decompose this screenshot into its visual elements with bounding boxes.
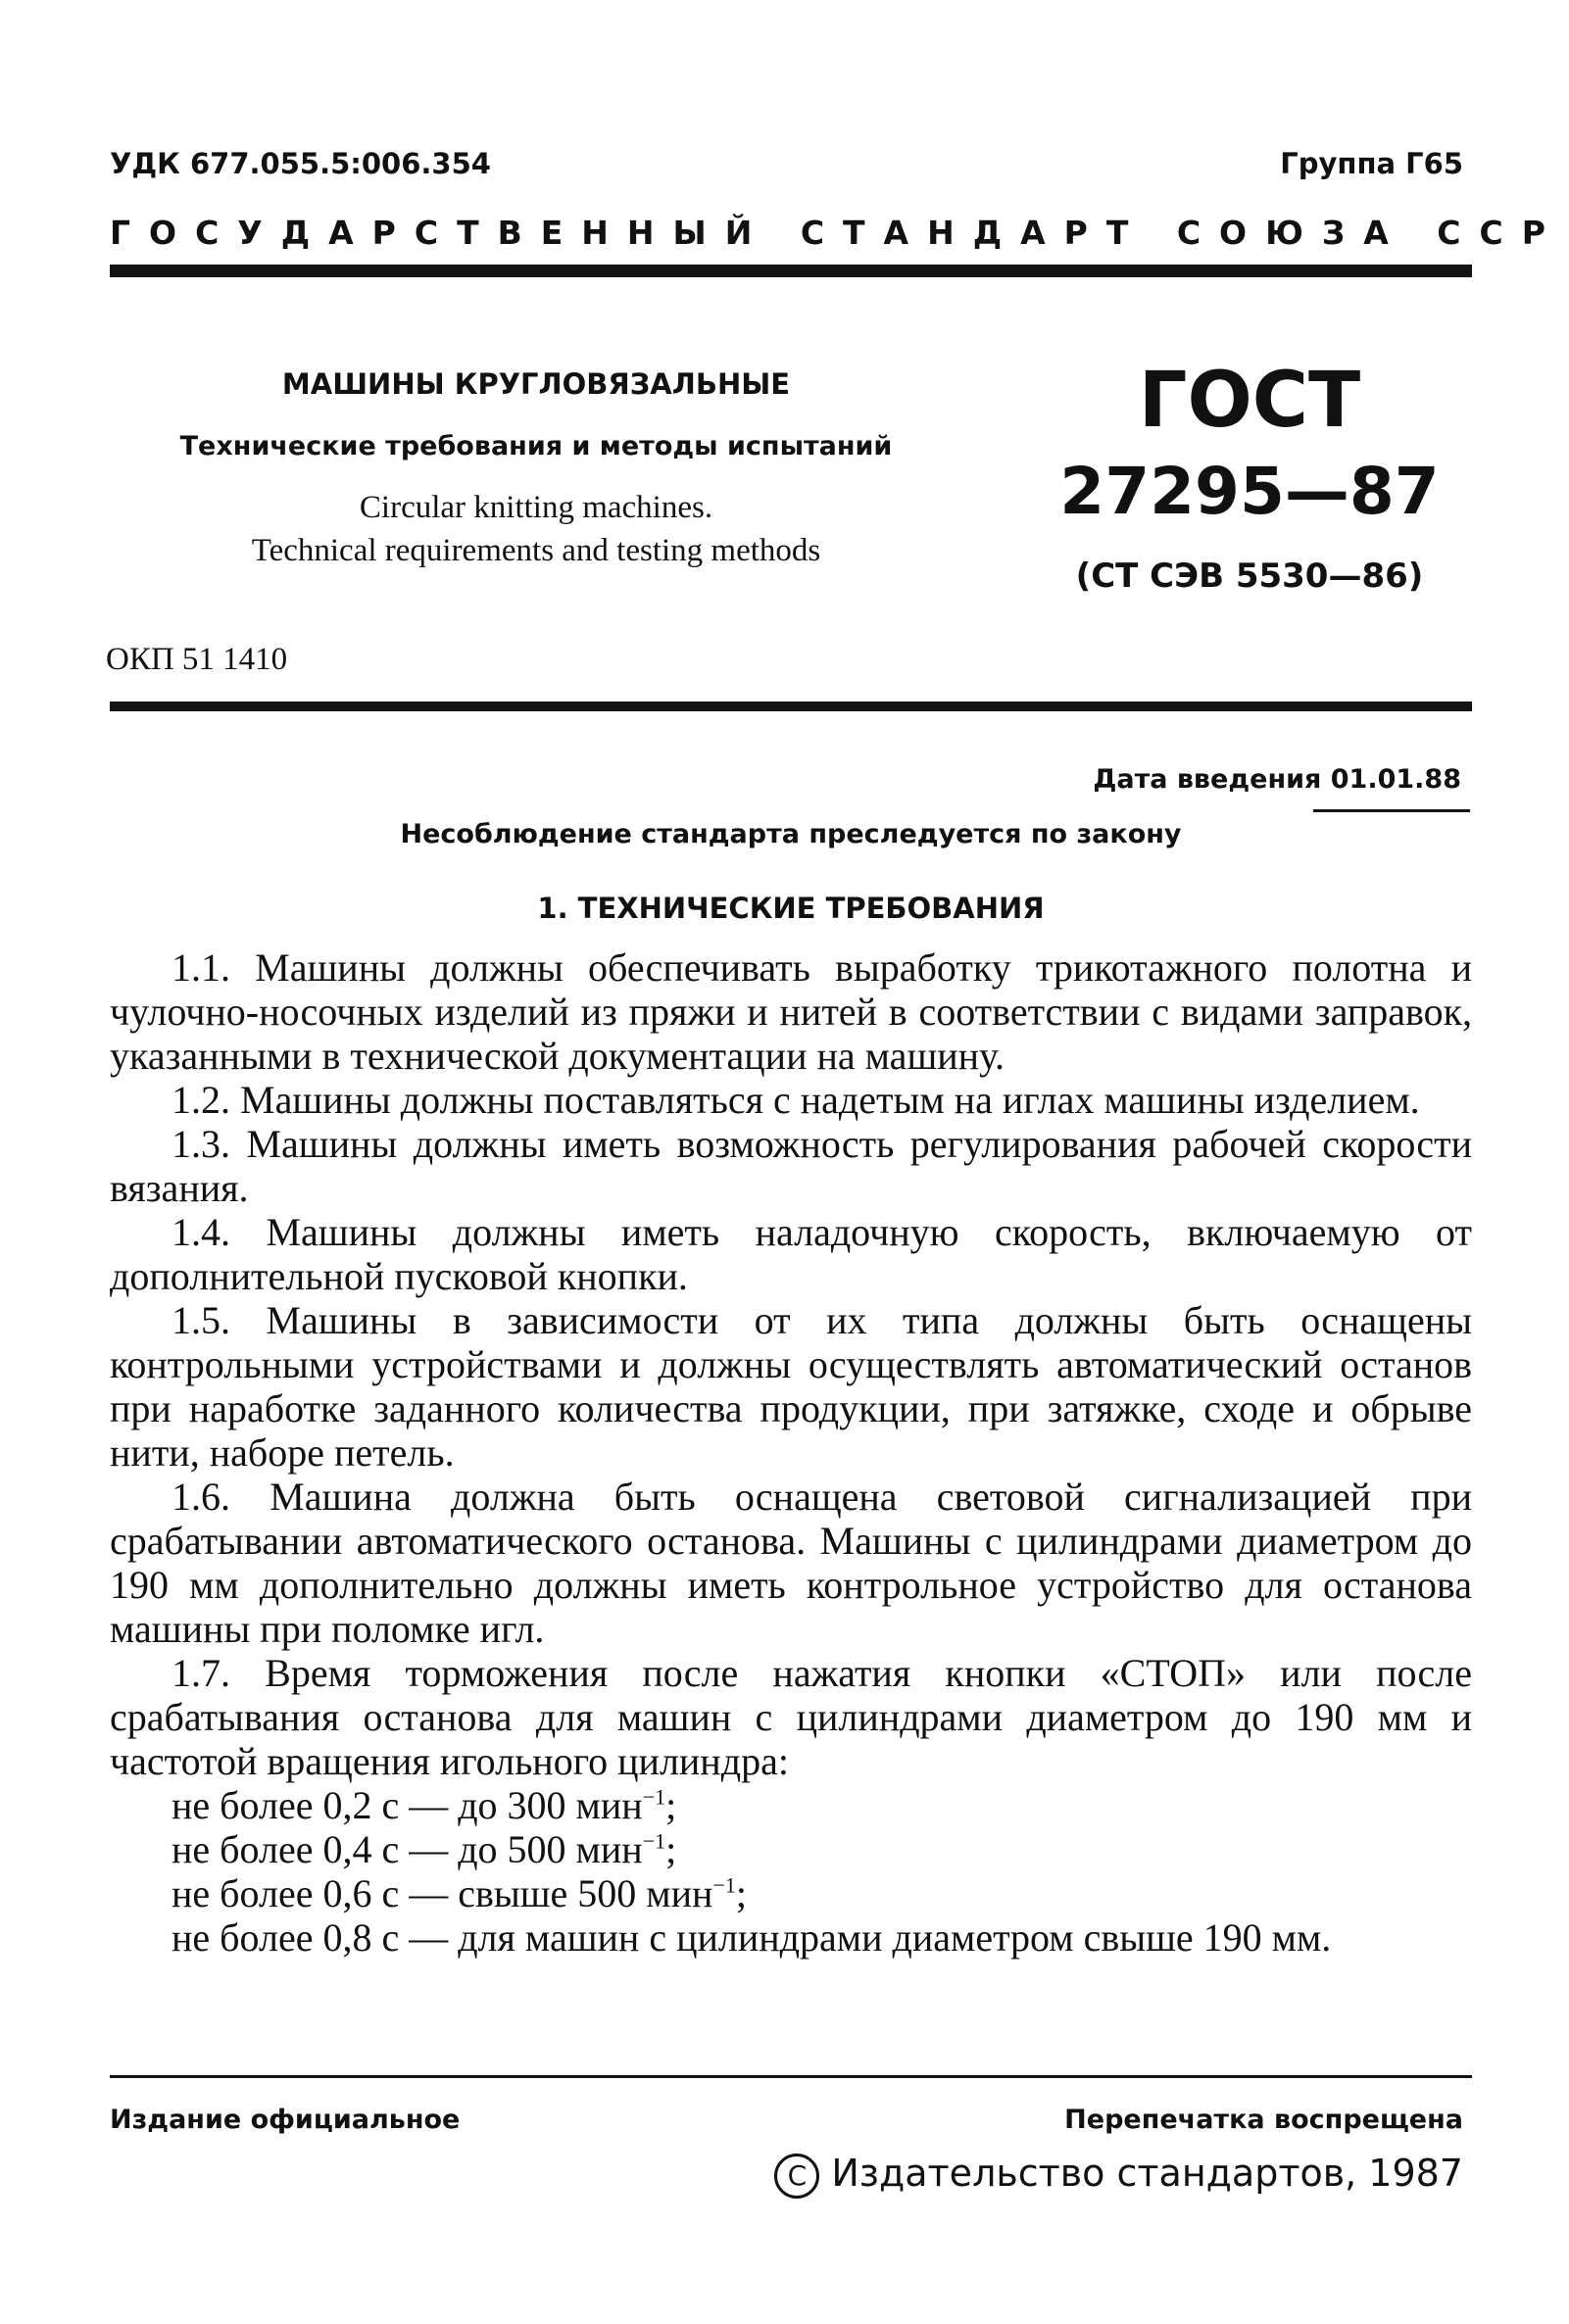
top-divider <box>110 265 1472 277</box>
document-body <box>110 945 1472 1960</box>
clause-1-7: 1.7. Время торможения после нажатия кнопки «СТОП» или после срабатывания останова для машин с цилиндрами диаметром до 190 мм и частотой вращения игольного цилиндра: <box>110 1651 1472 1783</box>
publisher-line <box>774 2152 1463 2199</box>
clause-1-4: 1.4. Машины должны иметь наладочную скорость, включаемую от дополнительной пусковой кнопки. <box>110 1210 1472 1298</box>
section-heading: 1. ТЕХНИЧЕСКИЕ ТРЕБОВАНИЯ <box>537 892 1045 925</box>
middle-divider <box>110 702 1472 711</box>
sev-reference: (СТ СЭВ 5530—86) <box>1075 557 1424 596</box>
gost-label: ГОСТ <box>1138 357 1361 445</box>
list-item: не более 0,4 с — до 500 мин$^{-1}$; <box>172 1827 677 1871</box>
document-subtitle-ru: Технические требования и методы испытаний <box>179 431 893 461</box>
okp-code: ОКП 51 1410 <box>106 642 288 677</box>
clause-1-5: 1.5. Машины в зависимости от их типа должны быть оснащены контрольными устройствами и должны осуществлять автоматический останов при наработке заданного количества продукции, при затяжке, сходе и обрыве нити, наборе петель. <box>110 1298 1472 1475</box>
document-title-en <box>110 486 962 572</box>
title-en-line-2: Technical requirements and testing methods <box>251 533 821 568</box>
date-underline <box>1313 809 1470 812</box>
clause-1-3: 1.3. Машины должны иметь возможность регулирования рабочей скорости вязания. <box>110 1122 1472 1210</box>
title-en-line-1: Circular knitting machines. <box>359 490 713 525</box>
copyright-icon: C <box>774 2154 819 2199</box>
legal-notice: Несоблюдение стандарта преследуется по закону <box>400 819 1182 849</box>
clause-1-1: 1.1. Машины должны обеспечивать выработку трикотажного полотна и чулочно-носочных изделий из пряжи и нитей в соответствии с видами заправок, указанными в технической документации на машину. <box>110 945 1472 1078</box>
clause-1-2: 1.2. Машины должны поставляться с надетым на иглах машины изделием. <box>172 1078 1420 1122</box>
publisher-name: Издательство стандартов, 1987 <box>831 2152 1463 2195</box>
bottom-divider <box>110 2075 1472 2078</box>
document-title-ru: МАШИНЫ КРУГЛОВЯЗАЛЬНЫЕ <box>281 367 791 401</box>
list-item: не более 0,6 с — свыше 500 мин$^{-1}$; <box>172 1871 747 1915</box>
gost-number: 27295—87 <box>1059 454 1440 529</box>
introduction-date: Дата введения 01.01.88 <box>1093 764 1461 795</box>
group-code: Группа Г65 <box>1280 147 1463 180</box>
list-item-last: не более 0,8 с — для машин с цилиндрами диаметром свыше 190 мм. <box>172 1915 1332 1960</box>
clause-1-6: 1.6. Машина должна быть оснащена световой сигнализацией при срабатывании автоматического останова. Машины с цилиндрами диаметром до 190 мм дополнительно должны иметь контрольное устройство для останова машины при поломке игл. <box>110 1475 1472 1651</box>
list-item: не более 0,2 с — до 300 мин$^{-1}$; <box>172 1783 677 1827</box>
official-edition-label: Издание официальное <box>110 2105 461 2135</box>
state-standard-banner: ГОСУДАРСТВЕННЫЙ СТАНДАРТ СОЮЗА ССР <box>110 214 1564 252</box>
udk-code: УДК 677.055.5:006.354 <box>110 147 491 180</box>
reprint-prohibited-label: Перепечатка воспрещена <box>1064 2105 1463 2135</box>
